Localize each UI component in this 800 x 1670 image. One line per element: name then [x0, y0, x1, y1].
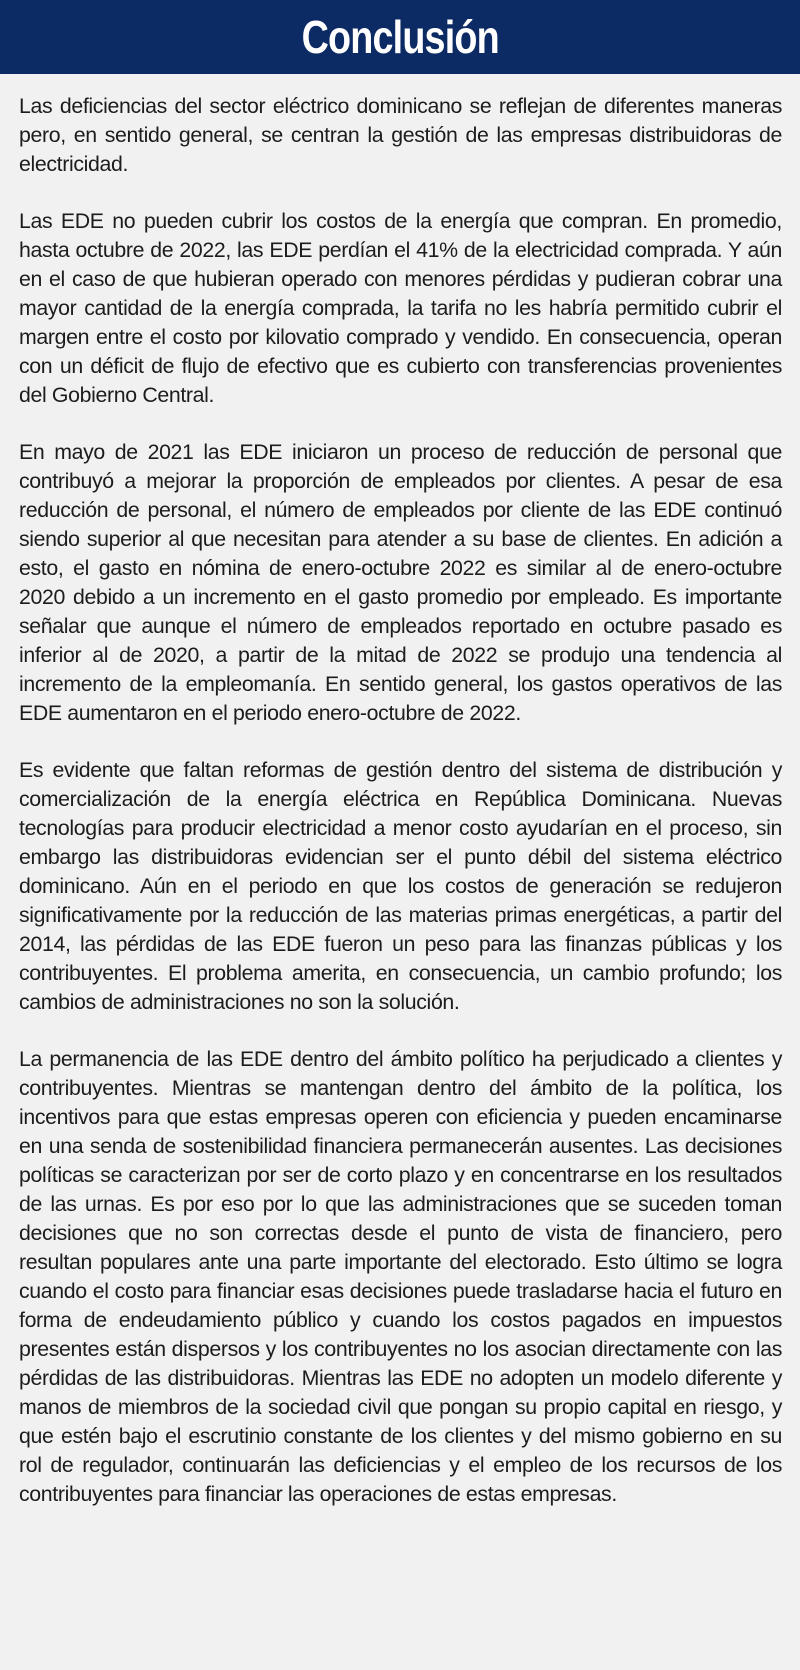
- paragraph-3: En mayo de 2021 las EDE iniciaron un proceso de reducción de personal que contribuyó a mejorar la proporción de empleados por clientes. A pesar de esa reducción de personal, el número de empleados por cliente de las EDE continuó siendo superior al que necesitan para atender a su base de clientes. En adición a esto, el gasto en nómina de enero-octubre 2022 es similar al de enero-octubre 2020 debido a un incremento en el gasto promedio por empleado. Es importante señalar que aunque el número de empleados reportado en octubre pasado es inferior al de 2020, a partir de la mitad de 2022 se produjo una tendencia al incremento de la empleomanía. En sentido general, los gastos operativos de las EDE aumentaron en el periodo enero-octubre de 2022.: [19, 440, 782, 725]
- page-header: [0, 0, 800, 74]
- paragraph-1: Las deficiencias del sector eléctrico dominicano se reflejan de diferentes maneras pero, en sentido general, se centran la gestión de las empresas distribuidoras de electricidad.: [19, 94, 782, 176]
- paragraph-5: La permanencia de las EDE dentro del ámbito político ha perjudicado a clientes y contribuyentes. Mientras se mantengan dentro del ámbito de la política, los incentivos para que estas empresas operen con eficiencia y pueden encaminarse en una senda de sostenibilidad financiera permanecerán ausentes. Las decisiones políticas se caracterizan por ser de corto plazo y en concentrarse en los resultados de las urnas. Es por eso por lo que las administraciones que se suceden toman decisiones que no son correctas desde el punto de vista de financiero, pero resultan populares ante una parte importante del electorado. Esto último se logra cuando el costo para financiar esas decisiones puede trasladarse hacia el futuro en forma de endeudamiento público y cuando los costos pagados en impuestos presentes están dispersos y los contribuyentes no los asocian directamente con las pérdidas de las distribuidoras. Mientras las EDE no adopten un modelo diferente y manos de miembros de la sociedad civil que pongan su propio capital en riesgo, y que estén bajo el escrutinio constante de los clientes y del mismo gobierno en su rol de regulador, continuarán las deficiencias y el empleo de los recursos de los contribuyentes para financiar las operaciones de estas empresas.: [19, 1047, 782, 1506]
- page-title: Conclusión: [301, 11, 499, 63]
- paragraph-4: Es evidente que faltan reformas de gestión dentro del sistema de distribución y comercialización de la energía eléctrica en República Dominicana. Nuevas tecnologías para producir electricidad a menor costo ayudarían en el proceso, sin embargo las distribuidoras evidencian ser el punto débil del sistema eléctrico dominicano. Aún en el periodo en que los costos de generación se redujeron significativamente por la reducción de las materias primas energéticas, a partir del 2014, las pérdidas de las EDE fueron un peso para las finanzas públicas y los contribuyentes. El problema amerita, en consecuencia, un cambio profundo; los cambios de administraciones no son la solución.: [19, 758, 782, 1014]
- document-body: [0, 74, 800, 1509]
- paragraph-2: Las EDE no pueden cubrir los costos de la energía que compran. En promedio, hasta octubre de 2022, las EDE perdían el 41% de la electricidad comprada. Y aún en el caso de que hubieran operado con menores pérdidas y pudieran cobrar una mayor cantidad de la energía comprada, la tarifa no les habría permitido cubrir el margen entre el costo por kilovatio comprado y vendido. En consecuencia, operan con un déficit de flujo de efectivo que es cubierto con transferencias provenientes del Gobierno Central.: [19, 209, 782, 407]
